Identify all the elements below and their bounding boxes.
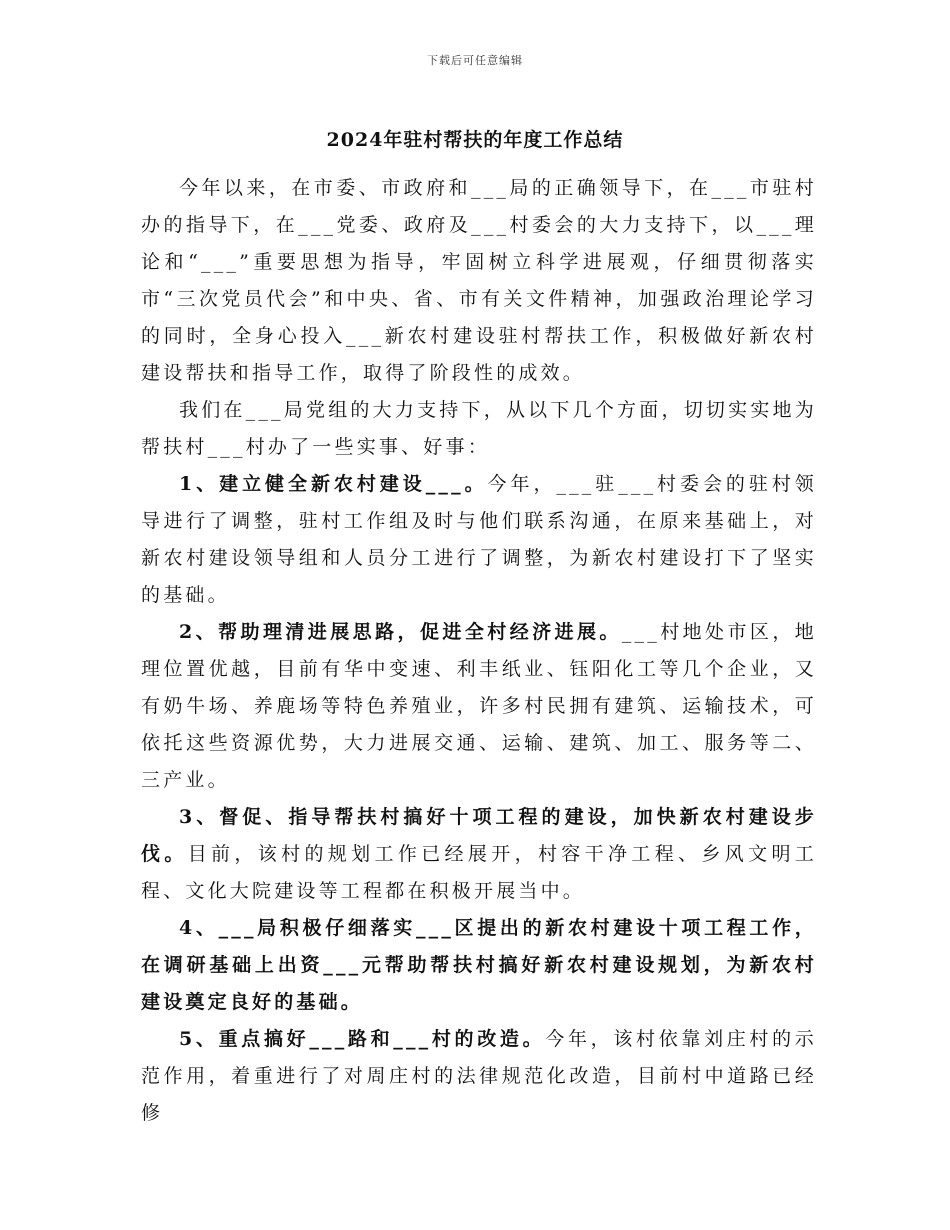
paragraph-item-4 (141, 910, 817, 1021)
paragraph-lead: 2、帮助理清进展思路，促进全村经济进展。 (179, 621, 622, 643)
paragraph-support (141, 392, 817, 466)
paragraph-text: 今年以来，在市委、市政府和___局的正确领导下，在___市驻村办的指导下，在___党委、政府及___村委会的大力支持下，以___理论和“___”重要思想为指导，牢固树立科学进展观，仔细贯彻落实市“三次党员代会”和中央、省、市有关文件精神，加强政治理论学习的同时，全身心投入___新农村建设驻村帮扶工作，积极做好新农村建设帮扶和指导工作，取得了阶段性的成效。 (141, 177, 817, 384)
paragraph-text: 今年，___驻___村委会的驻村领导进行了调整，驻村工作组及时与他们联系沟通，在原来基础上，对新农村建设领导组和人员分工进行了调整，为新农村建设打下了坚实的基础。 (141, 473, 817, 606)
paragraph-lead: 3、督促、指导帮扶村搞好十项工程的建设，加快新农村建设步伐。 (141, 806, 817, 865)
paragraph-text: ___村地处市区，地理位置优越，目前有华中变速、利丰纸业、钰阳化工等几个企业，又有奶牛场、养鹿场等特色养殖业，许多村民拥有建筑、运输技术，可依托这些资源优势，大力进展交通、运输、建筑、加工、服务等二、三产业。 (141, 621, 817, 791)
paragraph-text: 我们在___局党组的大力支持下，从以下几个方面，切切实实地为帮扶村___村办了一些实事、好事： (141, 399, 817, 458)
paragraph-lead: 5、重点搞好___路和___村的改造。 (179, 1028, 546, 1050)
paragraph-lead: 4、___局积极仔细落实___区提出的新农村建设十项工程工作，在调研基础上出资___元帮助帮扶村搞好新农村建设规划，为新农村建设奠定良好的基础。 (141, 917, 817, 1013)
paragraph-item-1 (141, 466, 817, 614)
document-title: 2024年驻村帮扶的年度工作总结 (326, 129, 624, 151)
paragraph-text: 目前，该村的规划工作已经展开，村容干净工程、乡风文明工程、文化大院建设等工程都在积极开展当中。 (141, 843, 817, 902)
paragraph-item-3 (141, 799, 817, 910)
page-header-note: 下载后可任意编辑 (427, 54, 523, 67)
paragraph-intro (141, 170, 817, 392)
paragraph-item-2 (141, 614, 817, 799)
paragraph-text: 今年，该村依靠刘庄村的示范作用，着重进行了对周庄村的法律规范化改造，目前村中道路已经修 (141, 1028, 817, 1124)
paragraph-item-5 (141, 1021, 817, 1132)
document-body (141, 170, 817, 1132)
paragraph-lead: 1、建立健全新农村建设___。 (179, 473, 488, 495)
